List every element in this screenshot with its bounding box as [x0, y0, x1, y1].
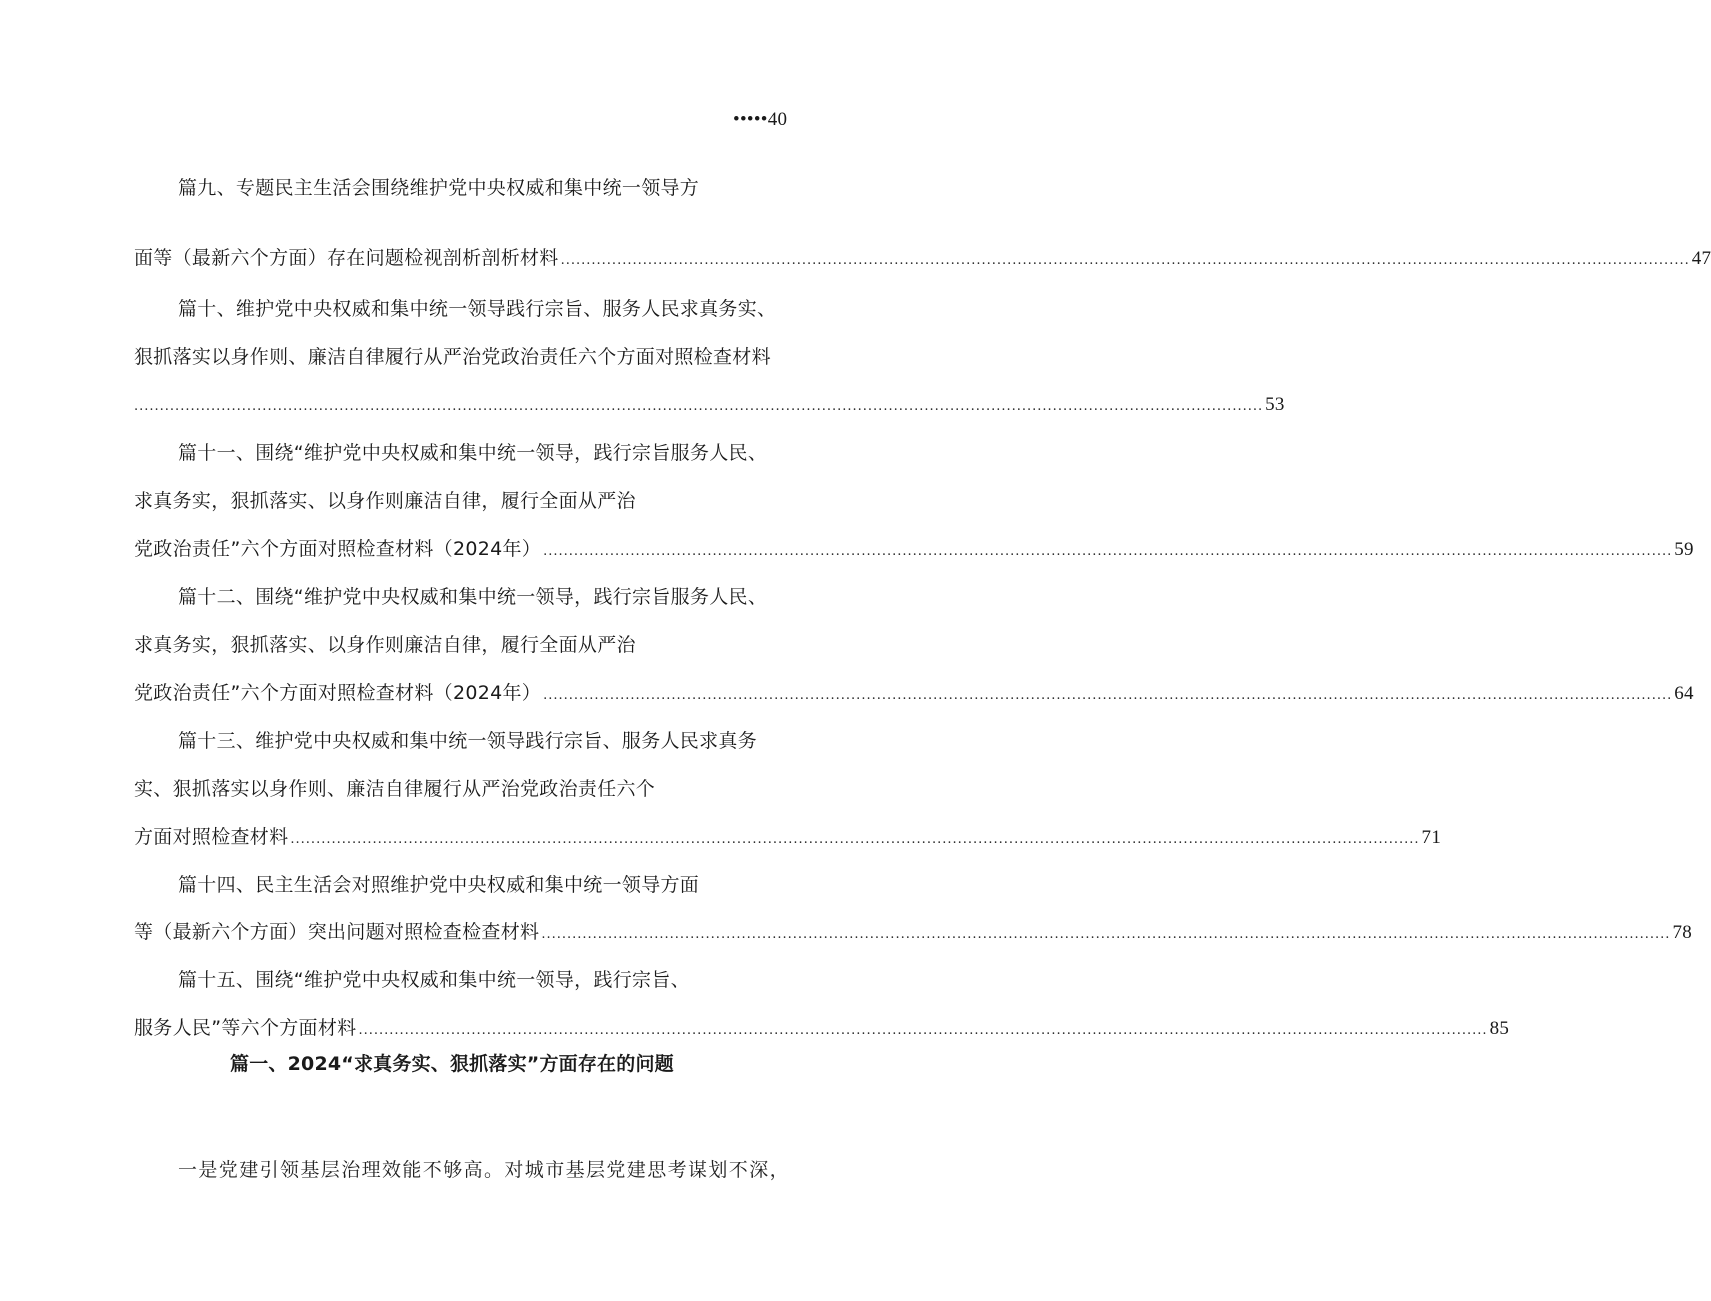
- toc-entry-15-line-1: 篇十五、围绕“维护党中央权威和集中统一领导，践行宗旨、: [178, 969, 690, 991]
- toc-entry-11-line-2: 求真务实，狠抓落实、以身作则廉洁自律，履行全面从严治: [134, 490, 636, 512]
- toc-entry-10-line-2: 狠抓落实以身作则、廉洁自律履行从严治党政治责任六个方面对照检查材料: [134, 346, 771, 368]
- toc-entry-9-last-line: 面等（最新六个方面）存在问题检视剖析剖析材料: [134, 247, 559, 269]
- dot-leader: ............................................................................................................................................................................................................................: [543, 688, 1673, 703]
- page-reference: •••••40: [733, 109, 788, 130]
- dot-leader: ............................................................................................................................................................................................................................: [543, 544, 1673, 559]
- dot-leader: ............................................................................................................................................................................................................................: [134, 399, 1264, 414]
- toc-entry-10-line-1: 篇十、维护党中央权威和集中统一领导践行宗旨、服务人民求真务实、: [178, 298, 777, 320]
- dot-leader: ............................................................................................................................................................................................................................: [541, 927, 1671, 942]
- toc-entry-12-page: 64: [1674, 683, 1694, 704]
- toc-entry-11-leader: [134, 537, 1694, 564]
- toc-entry-12-line-1: 篇十二、围绕“维护党中央权威和集中统一领导，践行宗旨服务人民、: [178, 586, 768, 608]
- toc-entry-14-line-1: 篇十四、民主生活会对照维护党中央权威和集中统一领导方面: [178, 874, 700, 896]
- toc-entry-10-leader: [134, 393, 1285, 419]
- toc-entry-15-leader: [134, 1016, 1510, 1043]
- toc-entry-11-page: 59: [1674, 539, 1694, 560]
- toc-entry-13-leader: [134, 825, 1442, 852]
- toc-entry-14-last-line: 等（最新六个方面）突出问题对照检查检查材料: [134, 921, 540, 943]
- toc-entry-11-line-1: 篇十一、围绕“维护党中央权威和集中统一领导，践行宗旨服务人民、: [178, 442, 768, 464]
- toc-entry-12-line-2: 求真务实，狠抓落实、以身作则廉洁自律，履行全面从严治: [134, 634, 636, 656]
- toc-entry-10-page: 53: [1265, 394, 1285, 415]
- toc-entry-9-leader: [134, 246, 1711, 273]
- toc-entry-13-last-line: 方面对照检查材料: [134, 826, 289, 848]
- toc-entry-15-page: 85: [1489, 1018, 1510, 1039]
- toc-entry-13-page: 71: [1421, 827, 1442, 848]
- toc-entry-12-last-line: 党政治责任”六个方面对照检查材料（2024年）: [134, 682, 542, 704]
- toc-entry-12-leader: [134, 681, 1694, 708]
- toc-entry-11-last-line: 党政治责任”六个方面对照检查材料（2024年）: [134, 538, 542, 560]
- toc-entry-9-line-1: 篇九、专题民主生活会围绕维护党中央权威和集中统一领导方: [178, 177, 700, 199]
- toc-entry-14-leader: [134, 920, 1693, 947]
- section-heading: 篇一、2024“求真务实、狠抓落实”方面存在的问题: [230, 1053, 674, 1075]
- dot-leader: ............................................................................................................................................................................................................................: [358, 1023, 1488, 1038]
- toc-entry-15-last-line: 服务人民”等六个方面材料: [134, 1017, 357, 1039]
- toc-entry-13-line-1: 篇十三、维护党中央权威和集中统一领导践行宗旨、服务人民求真务: [178, 730, 758, 752]
- dot-leader: ............................................................................................................................................................................................................................: [290, 832, 1420, 847]
- body-paragraph-line: 一是党建引领基层治理效能不够高。对城市基层党建思考谋划不深，: [178, 1159, 791, 1181]
- dot-leader: ............................................................................................................................................................................................................................: [560, 253, 1690, 268]
- toc-entry-14-page: 78: [1672, 922, 1693, 943]
- toc-entry-9-page: 47: [1691, 248, 1711, 269]
- toc-entry-13-line-2: 实、狠抓落实以身作则、廉洁自律履行从严治党政治责任六个: [134, 778, 656, 800]
